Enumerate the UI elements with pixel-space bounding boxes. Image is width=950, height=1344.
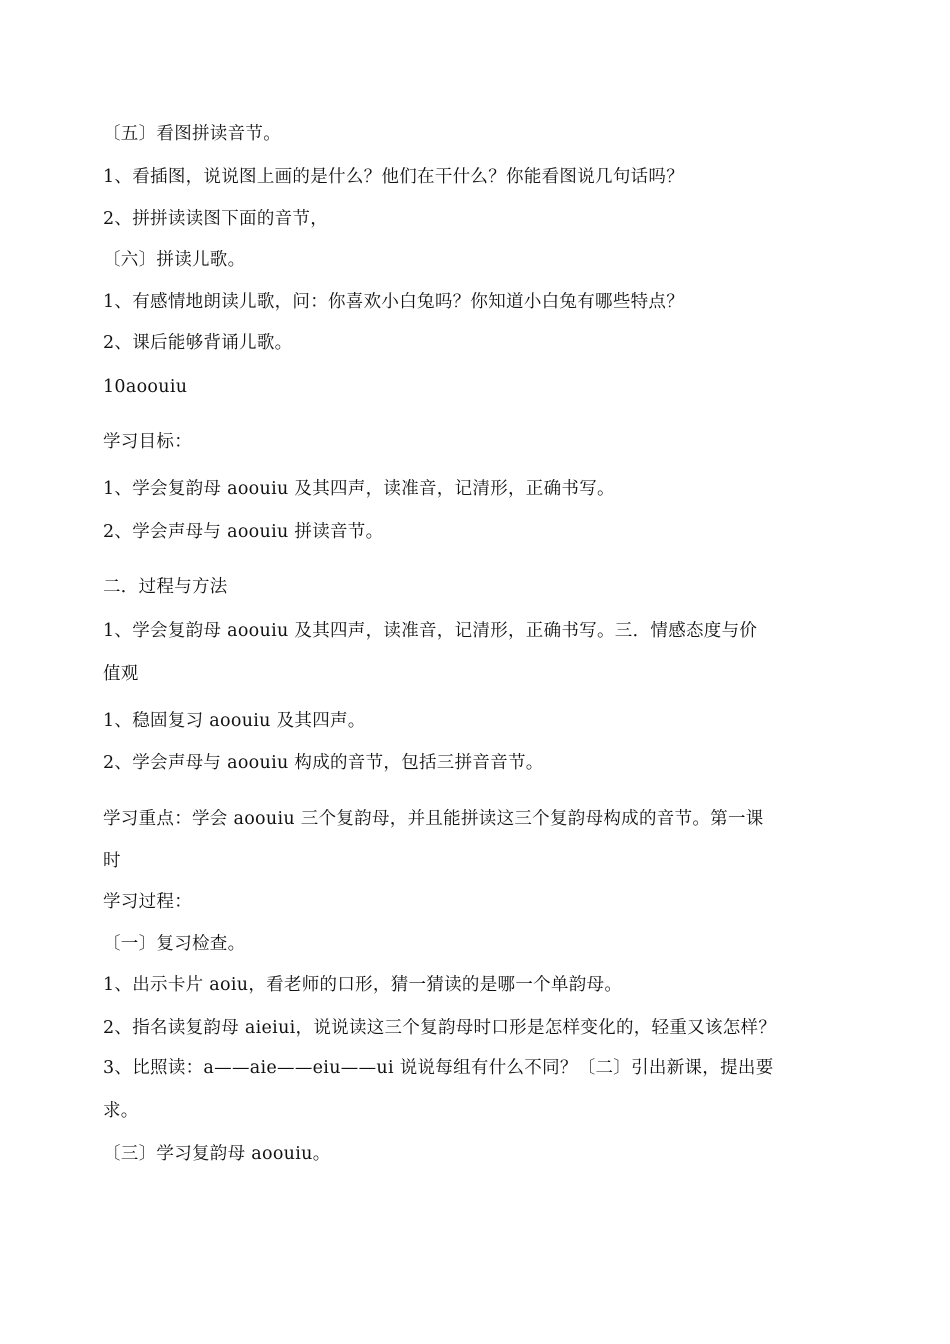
subheading-process: 学习过程： <box>103 892 192 912</box>
section-heading-6: 〔六〕拼读儿歌。 <box>103 250 246 270</box>
text-line: 2、课后能够背诵儿歌。 <box>103 333 293 353</box>
text-line: 2、学会声母与 aoouiu 构成的音节，包括三拼音音节。 <box>103 753 544 773</box>
text-line: 值观 <box>103 664 139 684</box>
text-line: 求。 <box>103 1101 139 1121</box>
text-line: 2、指名读复韵母 aieiui，说说读这三个复韵母时口形是怎样变化的，轻重又该怎样？ <box>103 1018 777 1038</box>
text-line: 1、学会复韵母 aoouiu 及其四声，读准音，记清形，正确书写。 <box>103 479 615 499</box>
text-line: 1、出示卡片 aoiu，看老师的口形，猜一猜读的是哪一个单韵母。 <box>103 975 623 995</box>
text-line: 2、拼拼读读图下面的音节， <box>103 209 329 229</box>
text-line: 时 <box>103 851 121 871</box>
lesson-title: 10aoouiu <box>103 377 188 397</box>
text-line: 1、有感情地朗读儿歌，问：你喜欢小白兔吗？你知道小白兔有哪些特点？ <box>103 292 685 312</box>
section-heading-1: 〔一〕复习检查。 <box>103 934 246 954</box>
key-points: 学习重点：学会 aoouiu 三个复韵母，并且能拼读这三个复韵母构成的音节。第一课 <box>103 809 764 829</box>
text-line: 1、学会复韵母 aoouiu 及其四声，读准音，记清形，正确书写。三．情感态度与价 <box>103 621 758 641</box>
section-heading-5: 〔五〕看图拼读音节。 <box>103 124 281 144</box>
subheading-process-method: 二．过程与方法 <box>103 577 228 597</box>
text-line: 2、学会声母与 aoouiu 拼读音节。 <box>103 522 384 542</box>
subheading-goals: 学习目标： <box>103 432 192 452</box>
section-heading-3: 〔三〕学习复韵母 aoouiu。 <box>103 1144 331 1164</box>
text-line: 1、稳固复习 aoouiu 及其四声。 <box>103 711 366 731</box>
text-line: 1、看插图，说说图上画的是什么？他们在干什么？你能看图说几句话吗？ <box>103 167 685 187</box>
text-line: 3、比照读：a——aie——eiu——ui 说说每组有什么不同？〔二〕引出新课，提出要 <box>103 1058 774 1078</box>
